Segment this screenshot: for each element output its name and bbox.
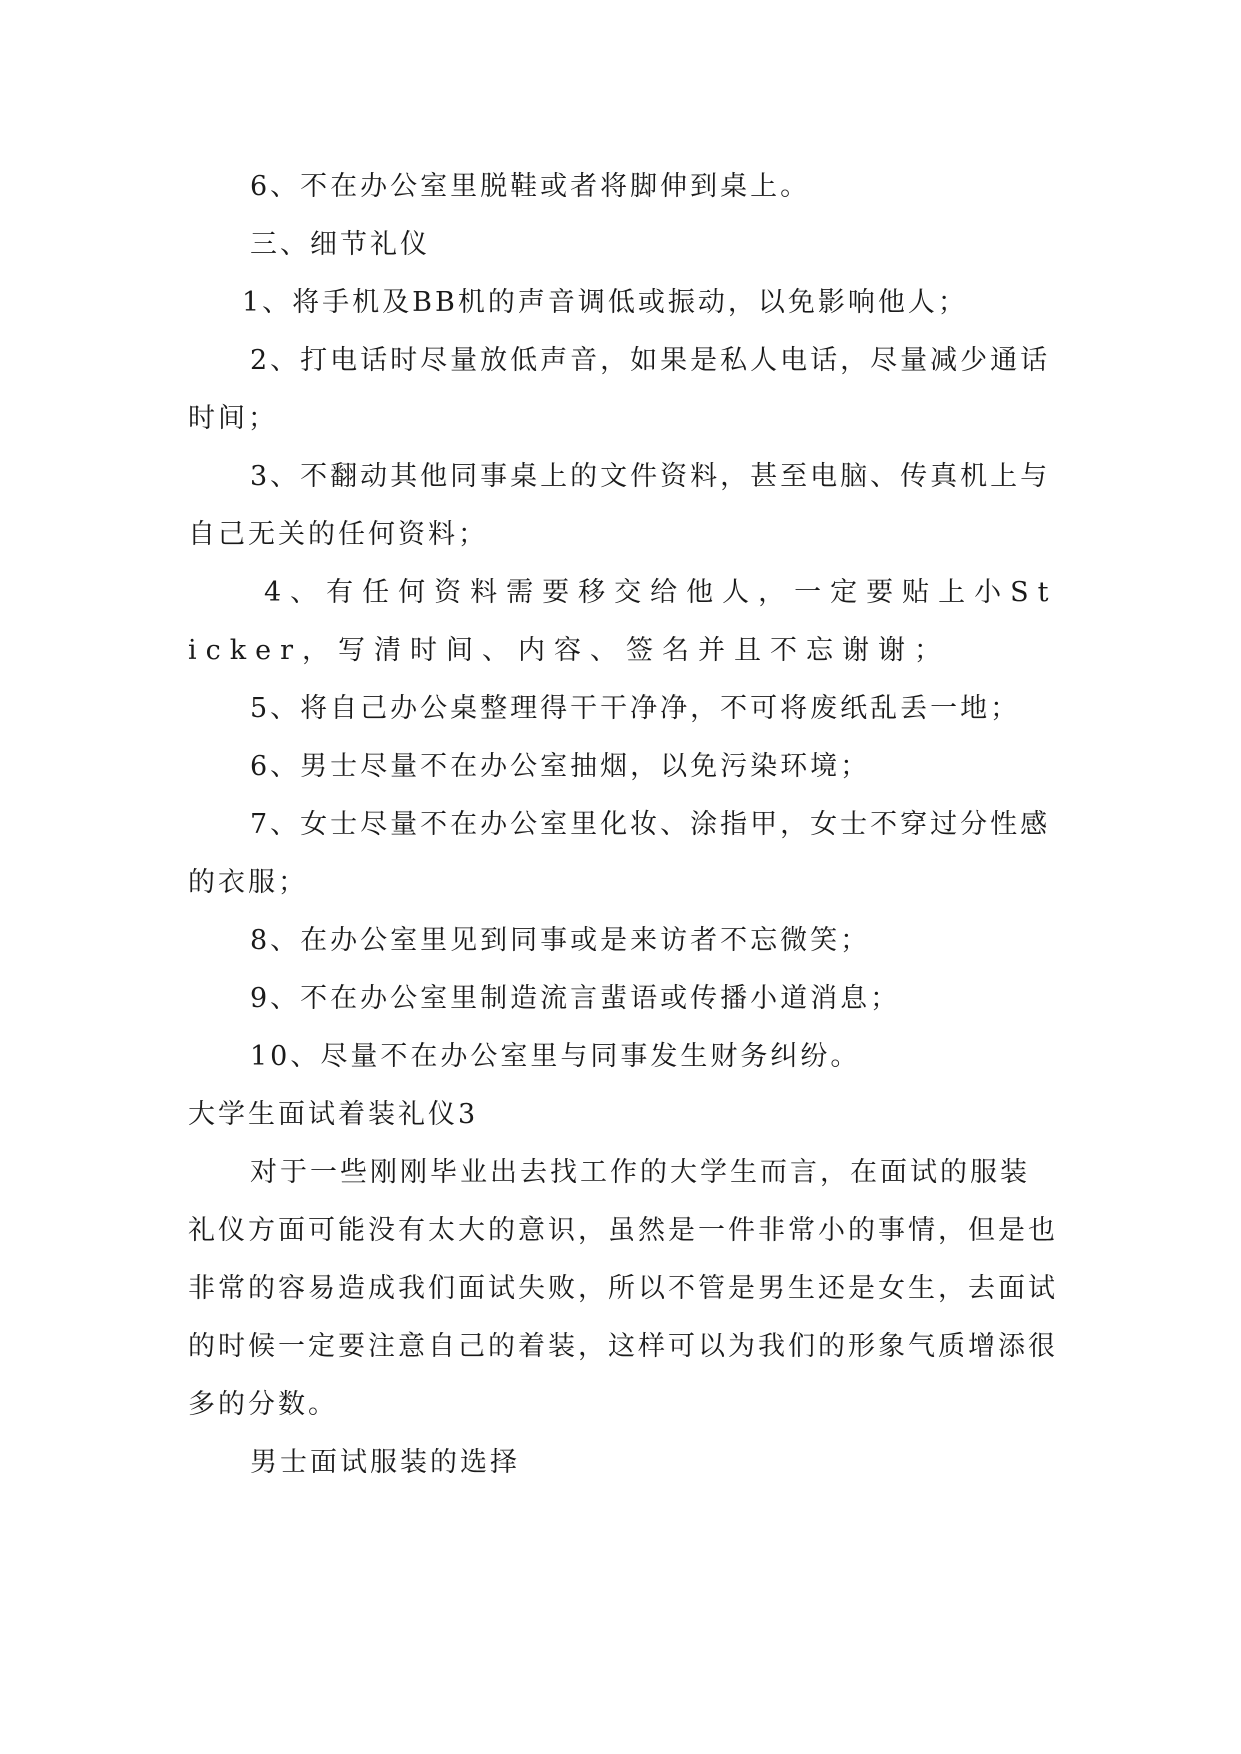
list-item-phone-volume: 1、将手机及BB机的声音调低或振动，以免影响他人； [242, 287, 968, 318]
document-body [188, 158, 1058, 1492]
list-item-sticker: 4、有任何资料需要移交给他人，一定要贴上小Sticker，写清时间、内容、签名并且不忘谢谢； [188, 577, 1058, 666]
paragraph-no-shoes: 6、不在办公室里脱鞋或者将脚伸到桌上。 [250, 171, 811, 202]
section-title-interview-attire-3: 大学生面试着装礼仪3 [188, 1099, 479, 1130]
list-item-no-finance-dispute: 10、尽量不在办公室里与同事发生财务纠纷。 [250, 1041, 861, 1072]
list-item-documents: 3、不翻动其他同事桌上的文件资料，甚至电脑、传真机上与自己无关的任何资料； [188, 461, 1051, 550]
list-item-smile: 8、在办公室里见到同事或是来访者不忘微笑； [250, 925, 871, 956]
list-item-tidy-desk: 5、将自己办公桌整理得干干净净，不可将废纸乱丢一地； [250, 693, 1021, 724]
list-item-no-smoking: 6、男士尽量不在办公室抽烟，以免污染环境； [250, 751, 871, 782]
section-heading-detail-etiquette: 三、细节礼仪 [250, 229, 430, 260]
list-item-no-gossip: 9、不在办公室里制造流言蜚语或传播小道消息； [250, 983, 901, 1014]
list-item-phone-calls: 2、打电话时尽量放低声音，如果是私人电话，尽量减少通话时间； [188, 345, 1051, 434]
subheading-men-attire: 男士面试服装的选择 [250, 1447, 520, 1478]
paragraph-intro: 对于一些刚刚毕业出去找工作的大学生而言，在面试的服装礼仪方面可能没有太大的意识，虽然是一件非常小的事情，但是也非常的容易造成我们面试失败，所以不管是男生还是女生，去面试的时候一定要注意自己的着装，这样可以为我们的形象气质增添很多的分数。 [188, 1157, 1058, 1420]
list-item-no-makeup: 7、女士尽量不在办公室里化妆、涂指甲，女士不穿过分性感的衣服； [188, 809, 1051, 898]
